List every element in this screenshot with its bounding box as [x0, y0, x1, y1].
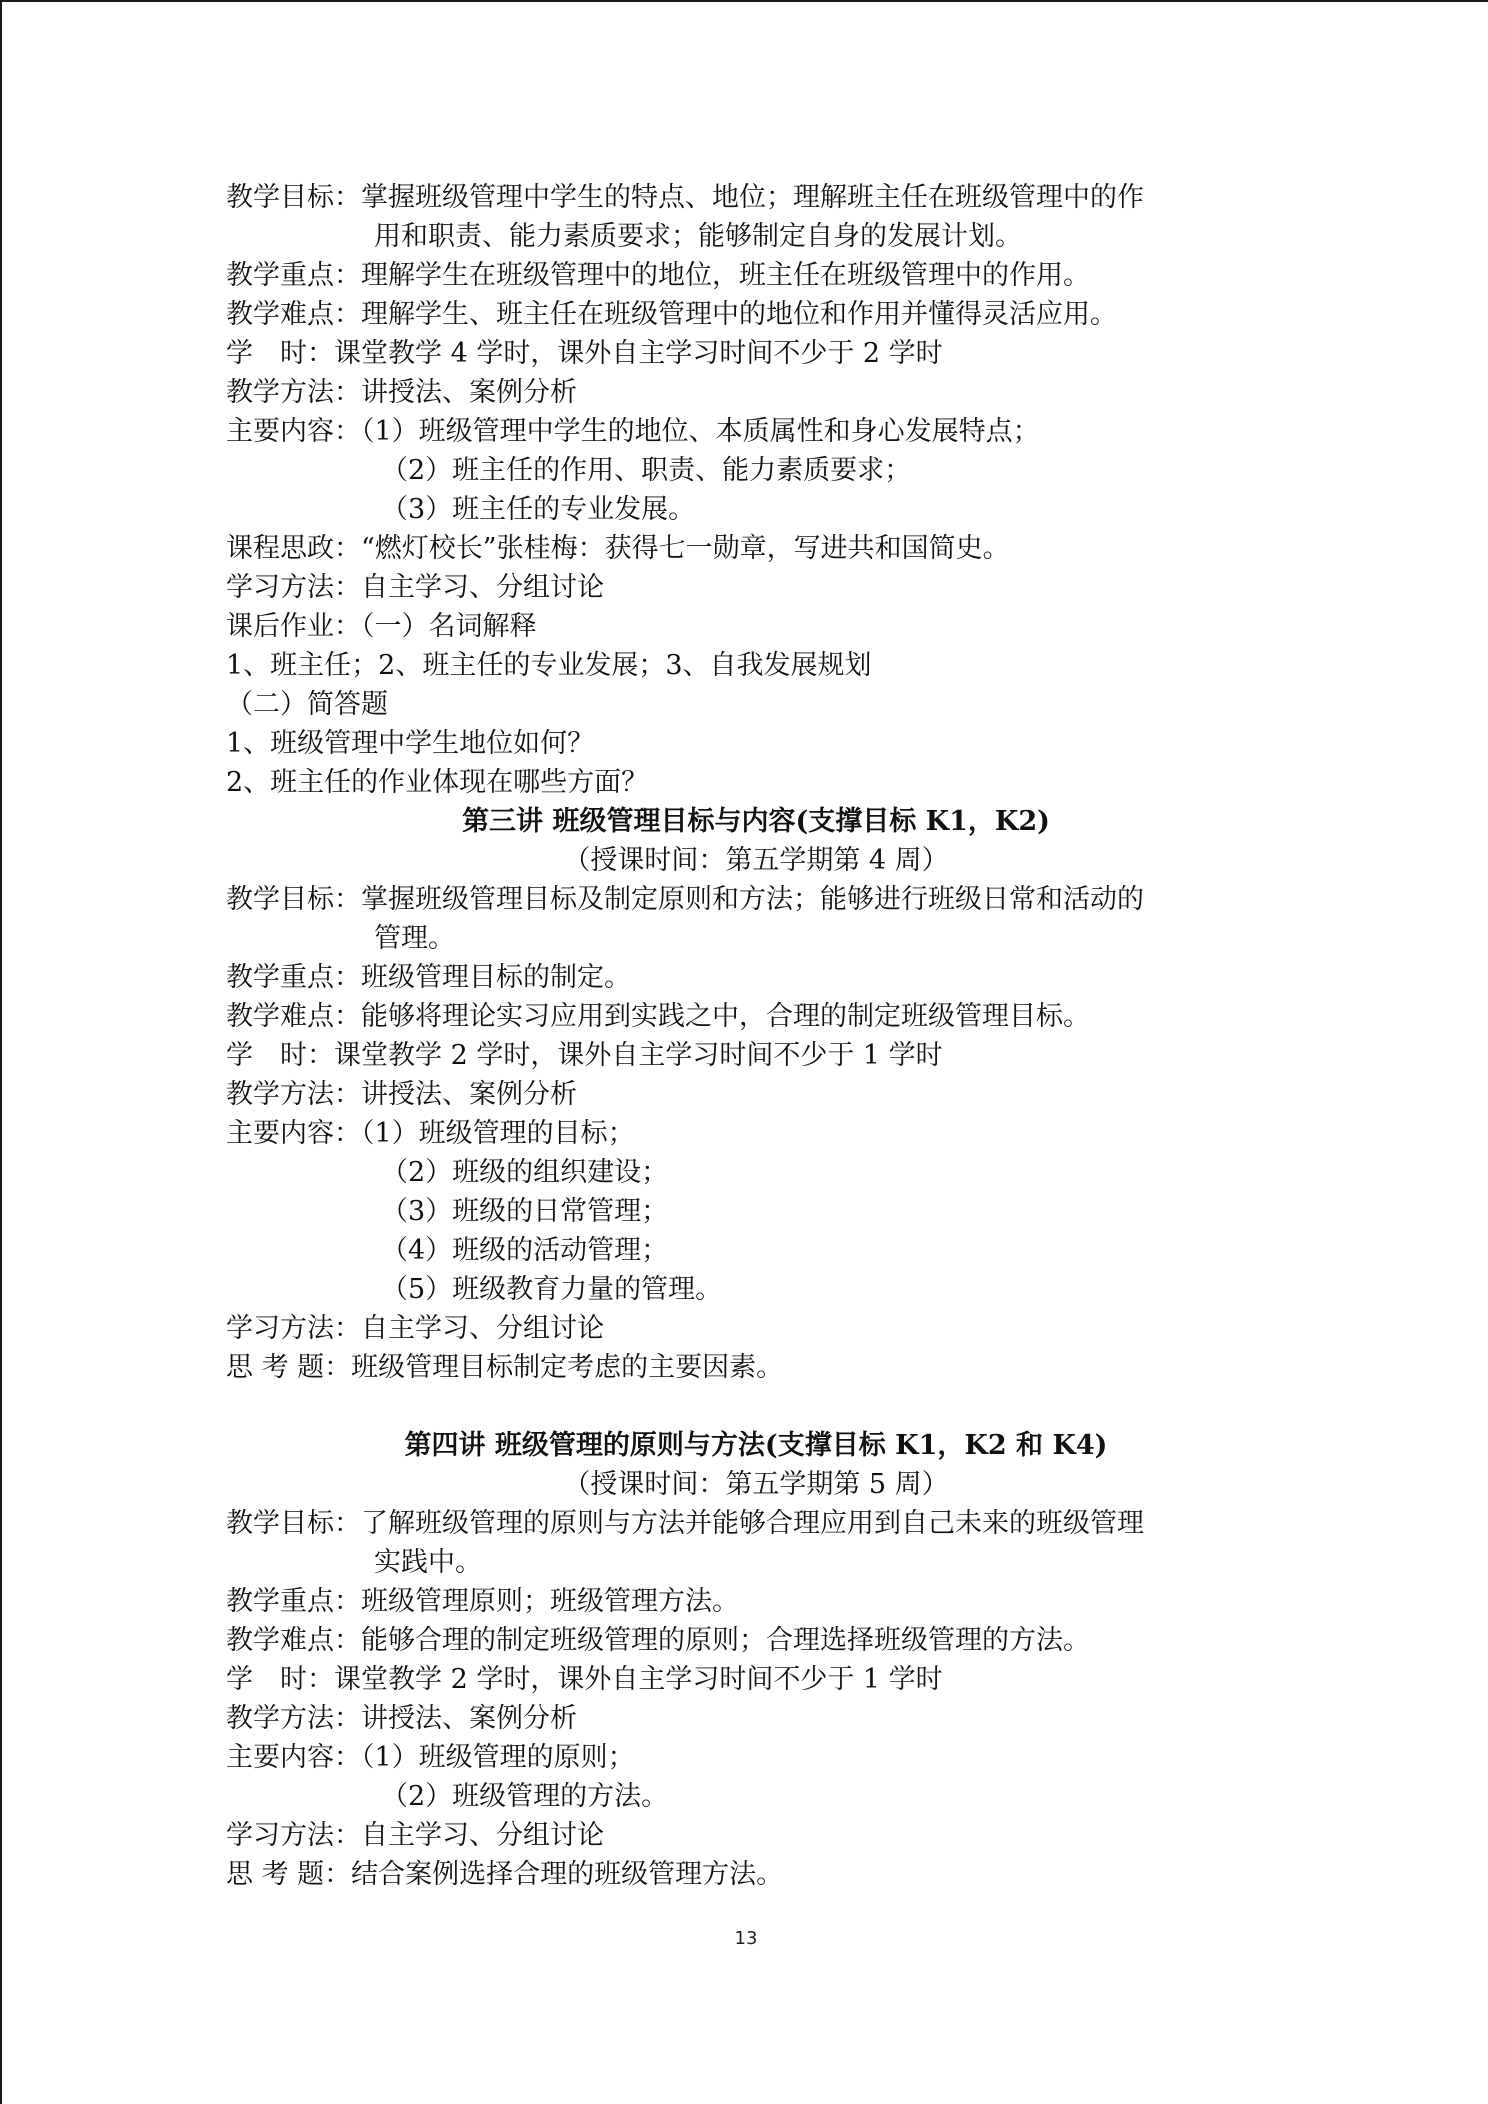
- section-heading: 第三讲 班级管理目标与内容(支撑目标 K1，K2): [462, 806, 1050, 837]
- section-heading: 第四讲 班级管理的原则与方法(支撑目标 K1，K2 和 K4): [404, 1430, 1108, 1461]
- text-line-continuation: 实践中。: [374, 1547, 482, 1578]
- list-item: （2）班级管理的方法。: [381, 1781, 669, 1812]
- section-schedule: （授课时间：第五学期第 5 周）: [563, 1469, 949, 1500]
- text-line: 学习方法：自主学习、分组讨论: [226, 1313, 604, 1344]
- list-item: （5）班级教育力量的管理。: [381, 1274, 723, 1305]
- list-item: （4）班级的活动管理；: [381, 1235, 669, 1266]
- text-line: 学习方法：自主学习、分组讨论: [226, 1820, 604, 1851]
- text-line-continuation: 管理。: [374, 923, 455, 954]
- text-line: 学 时：课堂教学 4 学时，课外自主学习时间不少于 2 学时: [226, 338, 943, 369]
- text-line: 思 考 题：班级管理目标制定考虑的主要因素。: [226, 1352, 784, 1383]
- text-line-continuation: 用和职责、能力素质要求；能够制定自身的发展计划。: [374, 221, 1022, 252]
- text-line: 课后作业：（一）名词解释: [226, 611, 537, 642]
- text-line: 1、班主任；2、班主任的专业发展；3、自我发展规划: [226, 650, 872, 681]
- text-line: 2、班主任的作业体现在哪些方面？: [226, 767, 649, 798]
- text-line: 教学方法：讲授法、案例分析: [226, 1079, 577, 1110]
- text-line: 教学难点：理解学生、班主任在班级管理中的地位和作用并懂得灵活应用。: [226, 299, 1117, 330]
- list-item: （3）班主任的专业发展。: [381, 494, 696, 525]
- text-line: 教学目标：掌握班级管理目标及制定原则和方法；能够进行班级日常和活动的: [226, 884, 1144, 915]
- list-item: （2）班主任的作用、职责、能力素质要求；: [381, 455, 912, 486]
- text-line: 教学重点：班级管理目标的制定。: [226, 962, 631, 993]
- text-line: （二）简答题: [226, 689, 388, 720]
- list-item: （3）班级的日常管理；: [381, 1196, 669, 1227]
- text-line: 思 考 题：结合案例选择合理的班级管理方法。: [226, 1859, 784, 1890]
- text-line: 学 时：课堂教学 2 学时，课外自主学习时间不少于 1 学时: [226, 1040, 943, 1071]
- text-line: 教学重点：理解学生在班级管理中的地位，班主任在班级管理中的作用。: [226, 260, 1090, 291]
- text-line: 教学重点：班级管理原则；班级管理方法。: [226, 1586, 739, 1617]
- document-body: [226, 178, 1286, 1894]
- list-item: （2）班级的组织建设；: [381, 1157, 669, 1188]
- text-line: 教学难点：能够将理论实习应用到实践之中，合理的制定班级管理目标。: [226, 1001, 1090, 1032]
- page-number: 13: [734, 1928, 758, 1949]
- text-line: 课程思政：“燃灯校长”张桂梅：获得七一勋章，写进共和国简史。: [226, 533, 1010, 564]
- text-line: 教学方法：讲授法、案例分析: [226, 377, 577, 408]
- blank-line: [226, 1387, 1286, 1426]
- text-line: 教学难点：能够合理的制定班级管理的原则；合理选择班级管理的方法。: [226, 1625, 1090, 1656]
- text-line: 主要内容：（1）班级管理中学生的地位、本质属性和身心发展特点；: [226, 416, 1040, 447]
- text-line: 学习方法：自主学习、分组讨论: [226, 572, 604, 603]
- section-schedule: （授课时间：第五学期第 4 周）: [563, 845, 949, 876]
- text-line: 1、班级管理中学生地位如何？: [226, 728, 595, 759]
- text-line: 教学方法：讲授法、案例分析: [226, 1703, 577, 1734]
- text-line: 主要内容：（1）班级管理的原则；: [226, 1742, 635, 1773]
- text-line: 教学目标：了解班级管理的原则与方法并能够合理应用到自己未来的班级管理: [226, 1508, 1144, 1539]
- text-line: 教学目标：掌握班级管理中学生的特点、地位；理解班主任在班级管理中的作: [226, 182, 1144, 213]
- text-line: 学 时：课堂教学 2 学时，课外自主学习时间不少于 1 学时: [226, 1664, 943, 1695]
- text-line: 主要内容：（1）班级管理的目标；: [226, 1118, 635, 1149]
